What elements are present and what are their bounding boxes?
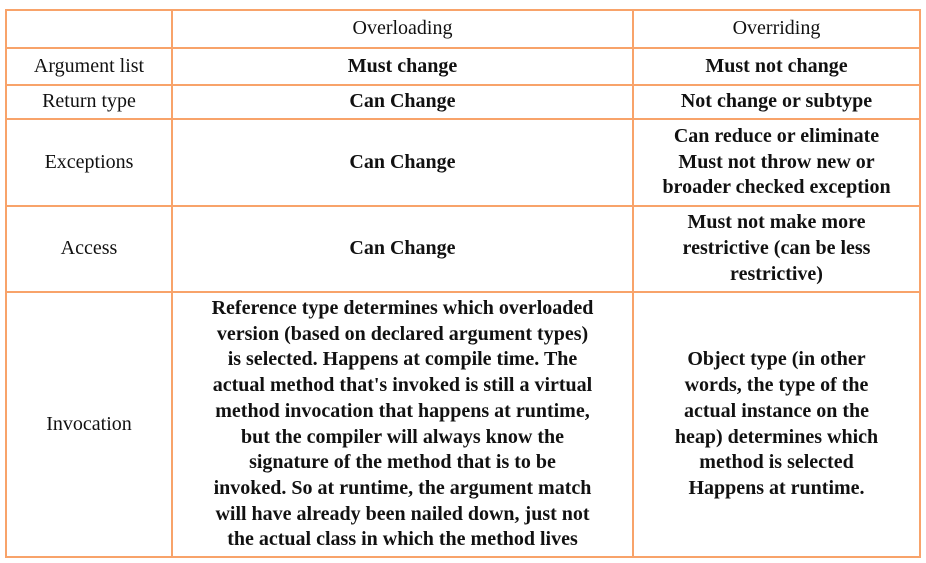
overloading-text-line: Can Change [349,150,456,173]
overloading-cell [172,119,633,206]
table-row [6,206,920,292]
overloading-text-line: the actual class in which the method lives [227,528,578,551]
overriding-text-line: restrictive) [730,262,823,285]
table-row [6,292,920,557]
row-label: Invocation [6,292,172,557]
header-overriding: Overriding [633,10,920,48]
overloading-text-line: Can Change [349,237,456,260]
overriding-cell [633,119,920,206]
table-row [6,48,920,85]
overriding-text-line: method is selected [699,451,854,474]
overriding-cell [633,206,920,292]
overriding-text-line: restrictive (can be less [682,237,871,260]
overriding-text-line: Can reduce or eliminate [673,124,880,147]
overloading-text-line: is selected. Happens at compile time. The [227,348,578,371]
table-row [6,85,920,119]
overloading-text-line: Can Change [349,90,456,113]
row-label: Exceptions [6,119,172,206]
row-label: Argument list [6,48,172,85]
overloading-text-line: signature of the method that is to be [249,451,556,474]
overriding-text-line: Object type (in other [687,348,866,371]
header-row [6,10,920,48]
overloading-cell [172,85,633,119]
overloading-text-line: will have already been nailed down, just not [215,502,590,525]
overloading-text-line: but the compiler will always know the [241,425,564,448]
overriding-cell [633,48,920,85]
overriding-text-line: Must not make more [687,211,866,234]
overriding-text-line: Happens at runtime. [688,476,865,499]
overriding-text-line: Must not throw new or [678,150,875,173]
overloading-text-line: actual method that's invoked is still a virtual [212,374,593,397]
row-label: Access [6,206,172,292]
overriding-cell [633,85,920,119]
overloading-text-line: Must change [347,54,458,77]
header-overloading: Overloading [172,10,633,48]
overriding-text-line: broader checked exception [662,176,891,199]
overriding-text-line: actual instance on the [684,399,869,422]
table-row [6,119,920,206]
overloading-cell [172,206,633,292]
overriding-text-line: Must not change [705,54,848,77]
header-corner [6,10,172,48]
overloading-text-line: method invocation that happens at runtime, [215,399,590,422]
overriding-text-line: heap) determines which [674,425,879,448]
overriding-cell [633,292,920,557]
overloading-cell [172,292,633,557]
comparison-table [5,9,921,558]
overloading-text-line: Reference type determines which overloaded [211,296,594,319]
row-label: Return type [6,85,172,119]
overloading-text-line: invoked. So at runtime, the argument match [213,476,592,499]
overloading-text-line: version (based on declared argument types) [216,322,589,345]
overriding-text-line: Not change or subtype [680,90,873,113]
overloading-cell [172,48,633,85]
overriding-text-line: words, the type of the [684,374,869,397]
